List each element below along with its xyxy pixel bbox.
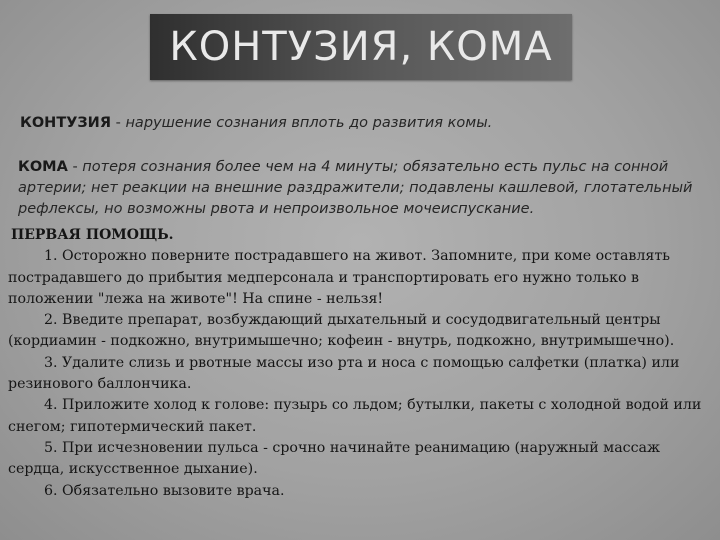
first-aid-step: 1. Осторожно поверните пострадавшего на живот. Запомните, при коме оставлять пострадавшего до прибытия медперсонала и транспортировать его нужно только в положении "лежа на животе"! На спине - нельзя! — [8, 248, 670, 307]
slide-title-banner — [150, 14, 572, 80]
first-aid-step: 4. Приложите холод к голове: пузырь со льдом; бутылки, пакеты с холодной водой или снегом; гипотермический пакет. — [8, 397, 702, 435]
first-aid-heading: ПЕРВАЯ ПОМОЩЬ. — [11, 227, 174, 243]
coma-term: КОМА — [18, 159, 68, 175]
first-aid-section — [8, 225, 712, 502]
first-aid-step: 6. Обязательно вызовите врача. — [44, 482, 285, 499]
first-aid-step: 5. При исчезновении пульса - срочно начинайте реанимацию (наружный массаж сердца, искусственное дыхание). — [8, 439, 661, 478]
contusion-definition-text: нарушение сознания вплоть до развития комы. — [125, 115, 493, 131]
contusion-definition — [20, 113, 710, 134]
coma-dash: - — [67, 159, 83, 175]
contusion-term: КОНТУЗИЯ — [20, 115, 111, 131]
coma-definition — [18, 157, 708, 220]
contusion-dash: - — [111, 115, 126, 131]
slide-title: КОНТУЗИЯ, КОМА — [169, 24, 553, 70]
coma-definition-text: потеря сознания более чем на 4 минуты; обязательно есть пульс на сонной артерии; нет реакции на внешние раздражители; подавлены кашлевой, глотательный рефлексы, но возможны рвота и непроизвольное мочеиспускание. — [18, 159, 693, 217]
first-aid-step: 3. Удалите слизь и рвотные массы изо рта и носа с помощью салфетки (платка) или резинового баллончика. — [8, 354, 680, 393]
first-aid-step: 2. Введите препарат, возбуждающий дыхательный и сосудодвигательный центры (кордиамин - подкожно, внутримышечно; кофеин - внутрь, подкожно, внутримышечно). — [8, 312, 675, 350]
